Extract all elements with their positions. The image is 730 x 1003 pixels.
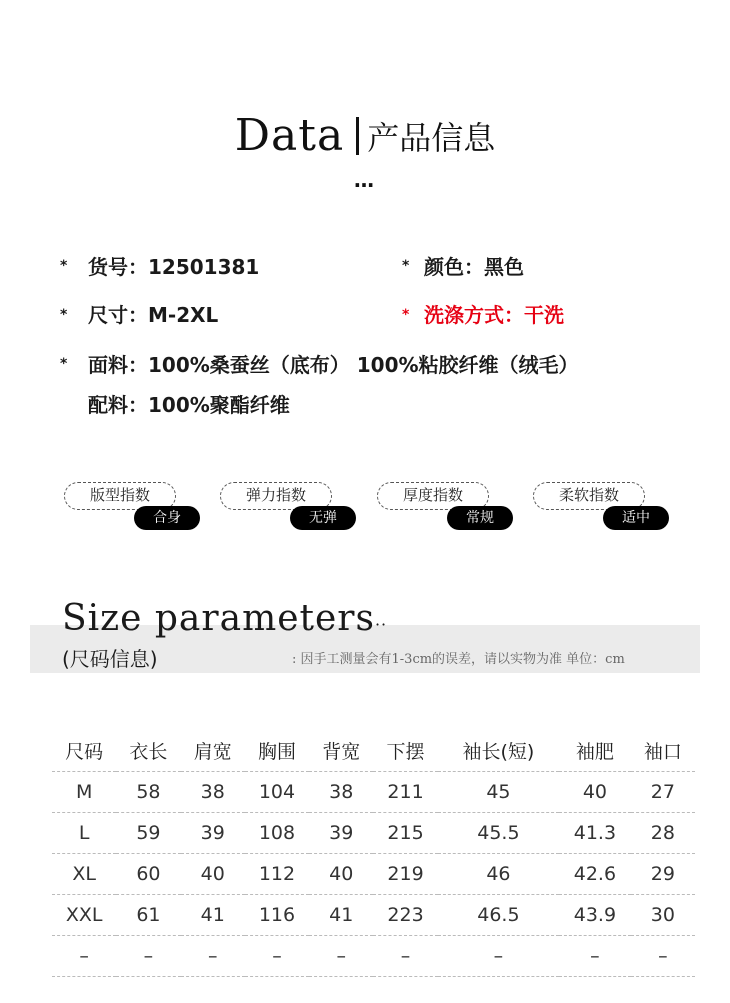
wash-method: 洗涤方式：干洗 — [424, 303, 564, 327]
table-row — [52, 812, 695, 853]
index-softness — [533, 482, 673, 532]
title-divider — [356, 117, 359, 155]
index-value: 常规 — [447, 506, 513, 530]
table-cell: 112 — [245, 853, 309, 894]
index-label: 版型指数 — [64, 482, 176, 510]
table-cell: 40 — [559, 771, 631, 812]
lining-composition: 配料：100%聚酯纤维 — [88, 393, 290, 417]
table-cell: 46 — [438, 853, 559, 894]
table-cell: 116 — [245, 894, 309, 935]
index-label: 柔软指数 — [533, 482, 645, 510]
table-cell: 41.3 — [559, 812, 631, 853]
bullet-star: * — [60, 258, 68, 274]
title-english: Data — [234, 110, 345, 161]
table-cell: 43.9 — [559, 894, 631, 935]
bullet-star: * — [402, 258, 410, 274]
size-subtitle: (尺码信息) — [62, 647, 158, 671]
table-cell: 215 — [373, 812, 437, 853]
bullet-star: * — [60, 307, 68, 323]
table-cell: 59 — [116, 812, 180, 853]
table-cell: 60 — [116, 853, 180, 894]
table-cell: – — [438, 935, 559, 976]
size-table-header-cell: 胸围 — [245, 730, 309, 771]
page-title — [0, 110, 730, 161]
table-row — [52, 894, 695, 935]
index-elasticity — [220, 482, 360, 532]
table-cell: 41 — [309, 894, 373, 935]
table-cell: – — [559, 935, 631, 976]
table-row — [52, 853, 695, 894]
table-row — [52, 771, 695, 812]
table-cell: 61 — [116, 894, 180, 935]
table-cell: 29 — [631, 853, 695, 894]
table-cell: L — [52, 812, 116, 853]
bullet-star: * — [60, 356, 68, 372]
size-title-text: Size parameters — [62, 598, 375, 639]
table-cell: 41 — [181, 894, 245, 935]
size-title-dots: ·· — [374, 615, 388, 634]
table-cell: 40 — [309, 853, 373, 894]
measurement-note: : 因手工测量会有1-3cm的误差，请以实物为准 单位：cm — [292, 652, 625, 667]
size-range: 尺寸：M-2XL — [88, 303, 219, 327]
table-cell: 211 — [373, 771, 437, 812]
table-cell: 219 — [373, 853, 437, 894]
table-cell: – — [116, 935, 180, 976]
table-cell: 58 — [116, 771, 180, 812]
size-table-header-cell: 肩宽 — [181, 730, 245, 771]
index-thickness — [377, 482, 517, 532]
table-cell: 38 — [181, 771, 245, 812]
table-cell: – — [52, 935, 116, 976]
table-cell: 45 — [438, 771, 559, 812]
size-table-header-cell: 袖长(短) — [438, 730, 559, 771]
size-table-header-cell: 下摆 — [373, 730, 437, 771]
table-cell: – — [245, 935, 309, 976]
table-cell: 28 — [631, 812, 695, 853]
table-cell: 42.6 — [559, 853, 631, 894]
size-table — [52, 730, 695, 977]
size-table-header-cell: 袖口 — [631, 730, 695, 771]
bullet-star-red: * — [402, 307, 410, 323]
size-table-body — [52, 771, 695, 976]
item-number: 货号：12501381 — [88, 255, 260, 279]
index-fit — [64, 482, 204, 532]
table-row — [52, 935, 695, 976]
table-cell: 46.5 — [438, 894, 559, 935]
table-cell: 104 — [245, 771, 309, 812]
title-chinese: 产品信息 — [367, 118, 496, 157]
table-cell: 30 — [631, 894, 695, 935]
index-value: 合身 — [134, 506, 200, 530]
table-cell: 39 — [309, 812, 373, 853]
table-cell: 45.5 — [438, 812, 559, 853]
table-cell: – — [181, 935, 245, 976]
table-cell: XL — [52, 853, 116, 894]
table-cell: 223 — [373, 894, 437, 935]
table-cell: – — [631, 935, 695, 976]
size-table-header-cell: 袖肥 — [559, 730, 631, 771]
index-value: 无弹 — [290, 506, 356, 530]
index-value: 适中 — [603, 506, 669, 530]
index-label: 弹力指数 — [220, 482, 332, 510]
size-table-header-cell: 衣长 — [116, 730, 180, 771]
fabric-composition: 面料：100%桑蚕丝（底布） 100%粘胶纤维（绒毛） — [88, 353, 579, 377]
table-cell: 40 — [181, 853, 245, 894]
table-cell: 27 — [631, 771, 695, 812]
size-table-header — [52, 730, 695, 771]
table-cell: – — [373, 935, 437, 976]
table-cell: – — [309, 935, 373, 976]
index-label: 厚度指数 — [377, 482, 489, 510]
title-dots: … — [354, 168, 376, 192]
size-table-header-cell: 背宽 — [309, 730, 373, 771]
table-cell: M — [52, 771, 116, 812]
product-color: 颜色：黑色 — [424, 255, 524, 279]
table-cell: 108 — [245, 812, 309, 853]
table-cell: XXL — [52, 894, 116, 935]
size-title — [62, 598, 387, 639]
table-cell: 39 — [181, 812, 245, 853]
table-cell: 38 — [309, 771, 373, 812]
size-table-header-cell: 尺码 — [52, 730, 116, 771]
